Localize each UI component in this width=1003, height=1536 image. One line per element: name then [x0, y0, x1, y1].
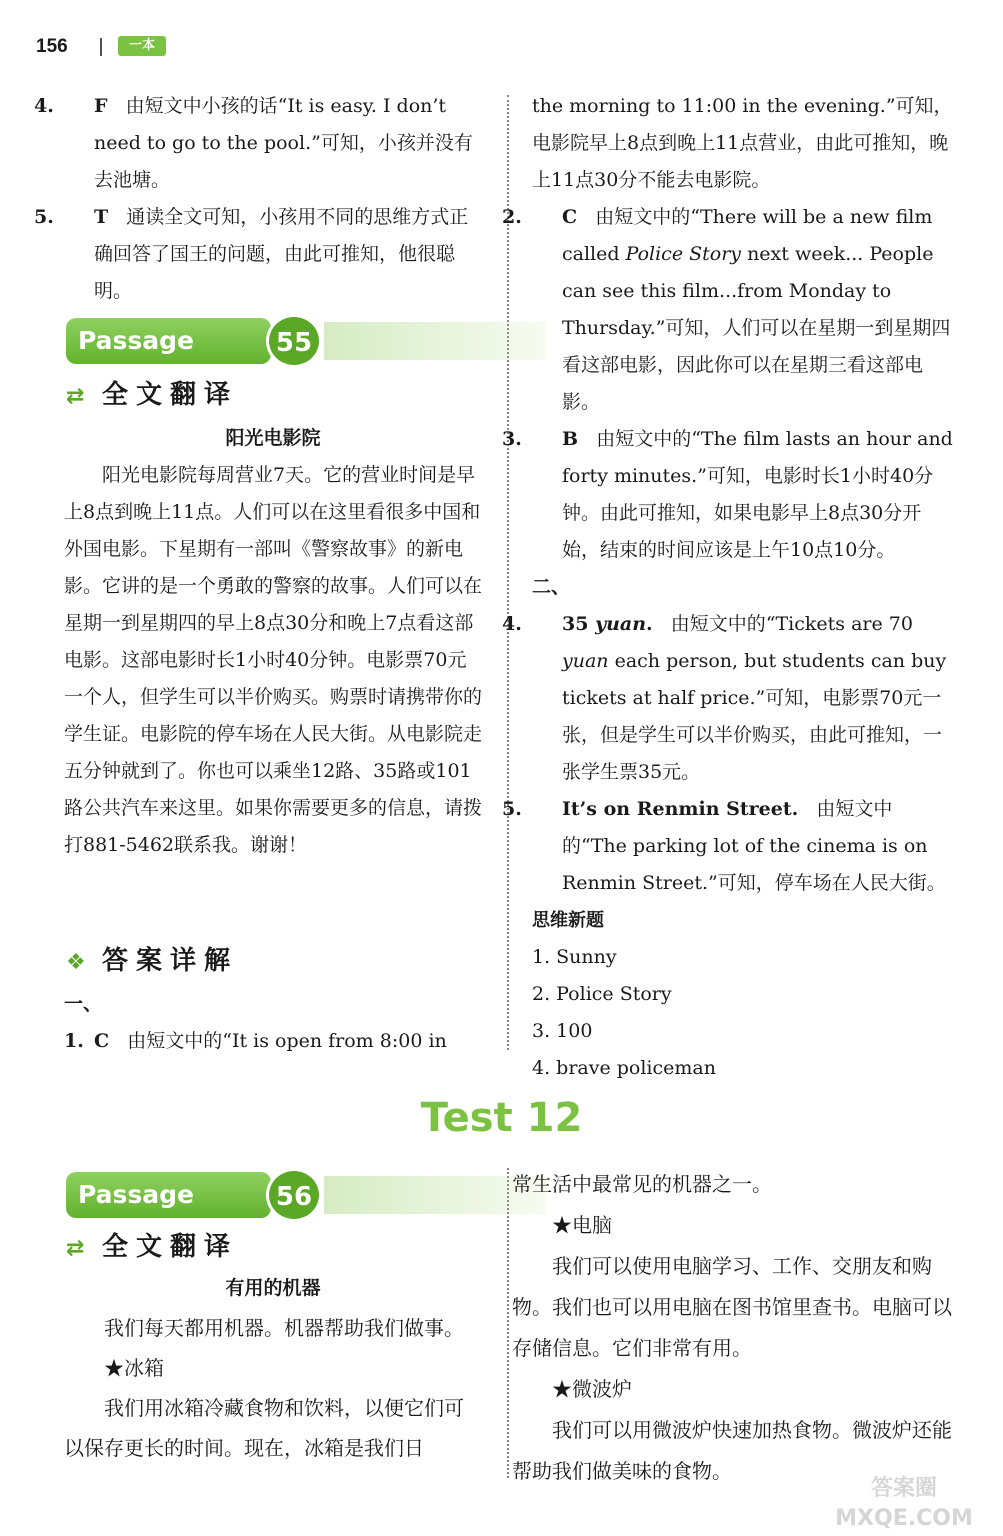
test-title: Test 12 [420, 1095, 583, 1141]
subheading-microwave: ★微波炉 [552, 1377, 632, 1401]
banner-fade [324, 322, 546, 360]
subheading-fridge: ★冰箱 [104, 1356, 164, 1380]
translation-heading-text: 全文翻译 [102, 1232, 239, 1262]
item-number: 2. [502, 206, 522, 228]
answers-55 [64, 986, 482, 1060]
diamond-icon: ❖ [66, 950, 86, 975]
article-para-3: 我们可以使用电脑学习、工作、交朋友和购物。我们也可以用电脑在图书馆里查书。电脑可以存储信息。它们非常有用。 [512, 1254, 952, 1360]
article-55 [64, 420, 482, 864]
passage-label: Passage [66, 318, 271, 364]
article-para-1: 我们每天都用机器。机器帮助我们做事。 [104, 1316, 464, 1340]
part-two-label: 二、 [532, 576, 571, 598]
answer-item-1-continued: the morning to 11:00 in the evening.”可知，电影院早上8点到晚上11点营业，由此可推知，晚上11点30分不能去电影院。 [532, 95, 953, 191]
currency-word: yuan [562, 650, 609, 672]
item-number: 5. [34, 206, 54, 228]
passage-56-banner [66, 1172, 486, 1222]
passage-number: 56 [266, 1168, 322, 1222]
passage-55-banner [66, 318, 486, 368]
item-answer-end: . [646, 613, 653, 635]
item-explanation: 通读全文可知，小孩用不同的思维方式正确回答了国王的问题，由此可推知，他很聪明。 [94, 206, 469, 302]
item-number: 3. [502, 428, 522, 450]
item-explanation: 由短文中的“The film lasts an hour and forty minutes.”可知，电影时长1小时40分钟。由此可推知，如果电影早上8点30分开始，结束的时间应该是上午10点10分。 [562, 428, 953, 561]
answer-item-4b [502, 606, 954, 791]
brand-logo: 一本 [118, 36, 166, 56]
item-answer: It’s on Renmin Street. [562, 798, 799, 820]
item-answer-unit: yuan [595, 613, 647, 635]
answer-item-4 [34, 88, 482, 199]
answers-heading-text: 答案详解 [102, 946, 239, 976]
page-number: 156 [36, 36, 68, 57]
swap-arrows-icon: ⇄ [66, 384, 85, 409]
article-para-cont: 常生活中最常见的机器之一。 [512, 1172, 772, 1196]
article-title: 阳光电影院 [225, 427, 321, 449]
answer-item-5b [502, 791, 954, 902]
item-explanation-end: next week... People can see this film...from Monday to Thursday.”可知，人们可以在星期一到星期四看这部电影，因此你可以在星期三看这部电影。 [562, 243, 951, 413]
column-divider [507, 95, 509, 1050]
item-explanation-end: each person, but students can buy tickets at half price.”可知，电影票70元一张，但是学生可以半价购买，由此可推知，一张学生票35元。 [562, 650, 947, 783]
translation-heading-2 [66, 1226, 238, 1263]
article-title: 有用的机器 [225, 1277, 321, 1299]
header-separator [100, 38, 102, 56]
translation-heading-text: 全文翻译 [102, 380, 239, 410]
column-divider-2 [507, 1168, 509, 1478]
article-56 [64, 1268, 482, 1468]
part-one-label: 一、 [64, 993, 103, 1015]
answer-item-2 [502, 199, 954, 421]
item-number: 4. [502, 613, 522, 635]
item-number: 1. [64, 1030, 84, 1052]
thinking-answer: 2. Police Story [532, 983, 672, 1005]
item-explanation: 由短文中的“There will be a new film called [562, 206, 933, 265]
translation-heading [66, 374, 238, 411]
item-answer: C [94, 1030, 110, 1052]
thinking-title: 思维新题 [532, 910, 604, 931]
item-explanation: 由短文中的“It is open from 8:00 in [127, 1030, 447, 1052]
site-watermark [819, 1474, 989, 1530]
answers-heading [66, 940, 238, 977]
watermark-text: 答案圈 MXQE.COM [835, 1476, 973, 1531]
bottom-right-column [512, 1164, 954, 1492]
item-explanation: 由短文中小孩的话“It is easy. I don’t need to go to the pool.”可知，小孩并没有去池塘。 [94, 95, 473, 191]
item-answer: C [562, 206, 578, 228]
item-answer: F [94, 95, 108, 117]
top-left-column [34, 88, 482, 310]
thinking-answer: 4. brave policeman [532, 1057, 716, 1079]
item-answer: 35 [562, 613, 596, 635]
item-answer: B [562, 428, 579, 450]
item-number: 4. [34, 95, 54, 117]
top-right-column [502, 88, 954, 1087]
film-title: Police Story [625, 243, 742, 265]
article-para-2: 我们用冰箱冷藏食物和饮料，以便它们可以保存更长的时间。现在，冰箱是我们日 [64, 1396, 464, 1460]
passage-label: Passage [66, 1172, 271, 1218]
item-explanation: 由短文中的“Tickets are 70 [670, 613, 913, 635]
subheading-computer: ★电脑 [552, 1213, 612, 1237]
article-body: 阳光电影院每周营业7天。它的营业时间是早上8点到晚上11点。人们可以在这里看很多中国和外国电影。下星期有一部叫《警察故事》的新电影。它讲的是一个勇敢的警察的故事。人们可以在星期一到星期四的早上8点30分和晚上7点看这部电影。这部电影时长1小时40分钟。电影票70元一个人，但学生可以半价购买。购票时请携带你的学生证。电影院的停车场在人民大街。从电影院走五分钟就到了。你也可以乘坐12路、35路或101路公共汽车来这里。如果你需要更多的信息，请拨打881-5462联系我。谢谢！ [64, 464, 483, 856]
article-para-4: 我们可以用微波炉快速加热食物。微波炉还能帮助我们做美味的食物。 [512, 1418, 952, 1483]
passage-number: 55 [266, 314, 322, 368]
answer-item-5 [34, 199, 482, 310]
thinking-answer: 1. Sunny [532, 946, 617, 968]
answer-item-3 [502, 421, 954, 569]
item-answer: T [94, 206, 109, 228]
thinking-answer: 3. 100 [532, 1020, 593, 1042]
item-number: 5. [502, 798, 522, 820]
answer-item-1 [64, 1023, 482, 1060]
swap-arrows-icon: ⇄ [66, 1236, 85, 1261]
item-explanation: 由短文中的“The parking lot of the cinema is on Renmin Street.”可知，停车场在人民大街。 [562, 798, 946, 894]
